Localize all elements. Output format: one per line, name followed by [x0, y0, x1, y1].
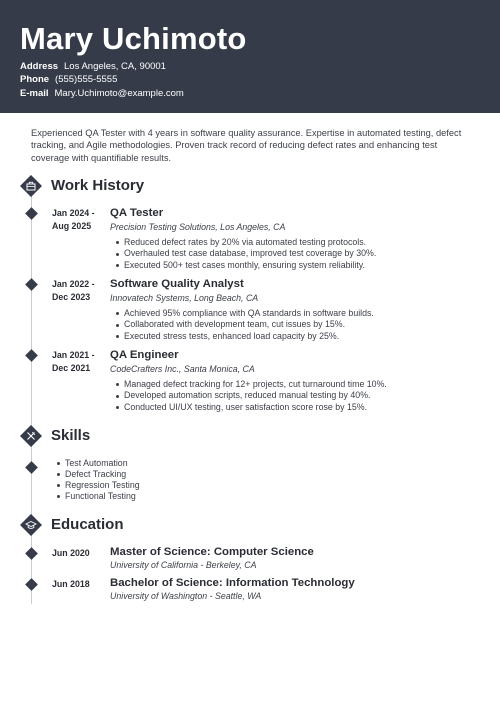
- school-name: University of Washington - Seattle, WA: [110, 591, 262, 601]
- job-date-end: Aug 2025: [52, 220, 92, 231]
- list-item: Developed automation scripts, reduced manual testing by 40%.: [124, 390, 387, 401]
- list-item: Test Automation: [65, 458, 140, 469]
- list-item: Executed 500+ test cases monthly, ensuring system reliability.: [124, 260, 376, 271]
- job-date-start: Jan 2021 -: [52, 350, 95, 360]
- list-item: Collaborated with development team, cut issues by 15%.: [124, 319, 374, 330]
- briefcase-icon: [20, 175, 42, 197]
- job-bullets: [124, 308, 374, 342]
- phone-value: (555)555-5555: [55, 74, 118, 85]
- section-title-skills: Skills: [51, 427, 91, 444]
- list-item: Regression Testing: [65, 480, 140, 490]
- list-item: Overhauled test case database, improved test coverage by 30%.: [124, 248, 377, 259]
- job-title: QA Tester: [110, 207, 164, 219]
- education-date: Jun 2018: [52, 579, 90, 589]
- job-date: [52, 207, 102, 233]
- address-value: Los Angeles, CA, 90001: [64, 61, 166, 72]
- job-date: [52, 278, 102, 304]
- timeline-marker: [25, 207, 38, 220]
- skills-list: [65, 458, 140, 502]
- timeline-marker: [25, 547, 38, 560]
- job-date-start: Jan 2022 -: [52, 279, 95, 289]
- phone-label: Phone: [20, 74, 50, 85]
- job-title: QA Engineer: [110, 349, 179, 361]
- job-company: CodeCrafters Inc., Santa Monica, CA: [110, 364, 255, 374]
- timeline-marker: [25, 278, 38, 291]
- education-date: Jun 2020: [52, 548, 90, 558]
- candidate-name: Mary Uchimoto: [20, 21, 247, 56]
- email-value[interactable]: Mary.Uchimoto@example.com: [54, 88, 184, 99]
- timeline-marker: [25, 461, 38, 474]
- timeline-marker: [25, 349, 38, 362]
- degree-title: Bachelor of Science: Information Technology: [110, 577, 355, 589]
- resume-header: [0, 0, 500, 113]
- graduation-cap-icon: [20, 514, 42, 536]
- contact-phone: [20, 73, 117, 86]
- list-item: Reduced defect rates by 20% via automated testing protocols.: [124, 237, 376, 248]
- pencil-ruler-icon: [20, 425, 42, 447]
- list-item: Conducted UI/UX testing, user satisfaction score rose by 15%.: [124, 402, 387, 413]
- contact-email: [20, 87, 184, 100]
- job-company: Innovatech Systems, Long Beach, CA: [110, 293, 259, 303]
- list-item: Managed defect tracking for 12+ projects, cut turnaround time 10%.: [124, 379, 387, 389]
- section-title-education: Education: [51, 516, 124, 533]
- job-date-end: Dec 2023: [52, 291, 91, 302]
- list-item: Defect Tracking: [65, 469, 140, 480]
- list-item: Achieved 95% compliance with QA standards in software builds.: [124, 308, 374, 318]
- school-name: University of California - Berkeley, CA: [110, 560, 257, 570]
- email-label: E-mail: [20, 88, 49, 99]
- address-label: Address: [20, 61, 59, 72]
- job-title: Software Quality Analyst: [110, 278, 244, 290]
- job-date: [52, 349, 102, 375]
- timeline-marker: [25, 578, 38, 591]
- degree-title: Master of Science: Computer Science: [110, 546, 314, 558]
- contact-address: [20, 60, 166, 73]
- section-title-work-history: Work History: [51, 177, 145, 194]
- professional-summary: Experienced QA Tester with 4 years in software quality assurance. Expertise in automated testing, defect tracking, and Agile methodologies. Proven track record of reducing defect rates and enhancing test coverage with quantifiable results.: [31, 128, 462, 163]
- timeline-line: [31, 186, 32, 604]
- list-item: Executed stress tests, enhanced load capacity by 25%.: [124, 331, 374, 342]
- job-bullets: [124, 237, 376, 271]
- job-date-start: Jan 2024 -: [52, 208, 95, 218]
- job-date-end: Dec 2021: [52, 362, 91, 373]
- job-bullets: [124, 379, 387, 413]
- job-company: Precision Testing Solutions, Los Angeles, CA: [110, 222, 286, 232]
- list-item: Functional Testing: [65, 491, 140, 502]
